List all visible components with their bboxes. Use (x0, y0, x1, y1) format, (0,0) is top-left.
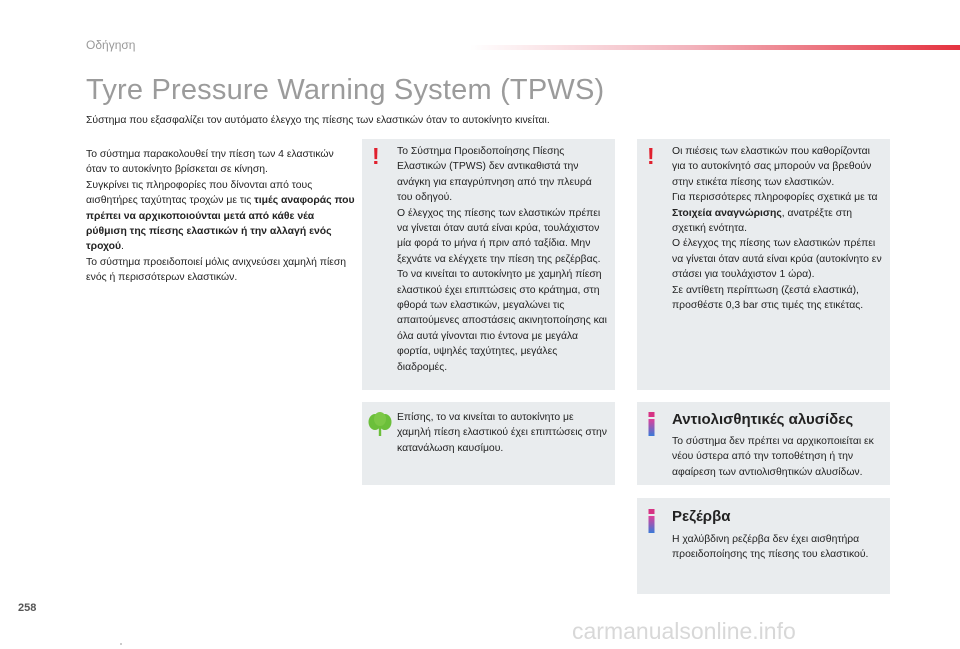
info-icon (648, 509, 656, 533)
footer-watermark: carmanualsonline.info (572, 618, 796, 644)
identification-link-text: Στοιχεία αναγνώρισης (672, 207, 782, 219)
page-title: Tyre Pressure Warning System (TPWS) (86, 74, 605, 106)
leaf-icon (367, 410, 393, 438)
info-text-spare: Η χαλύβδινη ρεζέρβα δεν έχει αισθητήρα προειδοποίησης της πίεσης του ελαστικού. (672, 534, 869, 561)
warning-paragraph-2: Ο έλεγχος της πίεσης των ελαστικών πρέπει να γίνεται όταν αυτά είναι κρύα, τουλάχιστον μία φορά το μήνα ή πριν από ταξίδια. Μην ξεχνάτε να ελέγχετε την πίεση της ρεζέρβας. (397, 207, 601, 265)
info-heading-chains: Αντιολισθητικές αλυσίδες (672, 411, 854, 428)
warning-box-tpws (362, 139, 615, 390)
footer-dot (120, 643, 122, 645)
warning-box-text (397, 144, 609, 375)
intro-p2-end: . (121, 241, 124, 253)
header-accent-bar (470, 45, 960, 50)
info-box-snow-chains (637, 402, 890, 485)
warning-box-text (672, 144, 884, 313)
warning-paragraph-1: Το Σύστημα Προειδοποίησης Πίεσης Ελαστικών (TPWS) δεν αντικαθιστά την ανάγκη για επαγρύπνηση από την πλευρά του οδηγού. (397, 146, 592, 204)
eco-note-box (362, 402, 615, 485)
pressure-p2-start: Για περισσότερες πληροφορίες σχετικά με τα (672, 192, 878, 204)
warning-paragraph-3: Το να κινείται το αυτοκίνητο με χαμηλή πίεση ελαστικού έχει επιπτώσεις στο κράτημα, στη φθορά των ελαστικών, μεγαλώνει τις απαιτούμενες αποστάσεις ακινητοποίησης και όλα αυτά γίνονται πιο έντονα με μεγάλα φορτία, υψηλές ταχύτητες, μεγάλες διαδρομές. (397, 269, 607, 373)
exclamation-icon: ! (372, 143, 380, 169)
exclamation-icon: ! (647, 143, 655, 169)
info-box-spare-wheel (637, 498, 890, 594)
intro-p2-bold: τιμές αναφοράς που πρέπει να αρχικοποιούνται μετά από κάθε νέα ρύθμιση της πίεσης ελαστικών ή την αλλαγή ενός τροχού (86, 195, 355, 253)
intro-text-column (86, 147, 356, 286)
pressure-paragraph-4: Σε αντίθετη περίπτωση (ζεστά ελαστικά), προσθέστε 0,3 bar στις τιμές της ετικέτας. (672, 284, 864, 312)
info-text-chains: Το σύστημα δεν πρέπει να αρχικοποιείται εκ νέου ύστερα από την τοποθέτηση ή την αφαίρεση των αντιολισθητικών αλυσίδων. (672, 436, 874, 478)
info-icon (648, 412, 656, 436)
pressure-paragraph-3: Ο έλεγχος της πίεσης των ελαστικών πρέπει να γίνεται όταν αυτά είναι κρύα (αυτοκίνητο εν στάσει για τουλάχιστον 1 ώρα). (672, 238, 882, 281)
pressure-p2-end: , ανατρέξτε στη σχετική ενότητα. (672, 207, 852, 235)
info-heading-spare: Ρεζέρβα (672, 508, 731, 525)
eco-note-text: Επίσης, το να κινείται το αυτοκίνητο με χαμηλή πίεση ελαστικού έχει επιπτώσεις στην κατανάλωση καυσίμου. (397, 412, 607, 454)
pressure-paragraph-2 (672, 190, 884, 236)
intro-p2-start: Συγκρίνει τις πληροφορίες που δίνονται από τους αισθητήρες ταχύτητας τροχών με τις (86, 179, 313, 207)
pressure-paragraph-1: Οι πιέσεις των ελαστικών που καθορίζονται για το αυτοκίνητό σας μπορούν να βρεθούν στην ετικέτα πίεσης των ελαστικών. (672, 146, 872, 188)
intro-paragraph-2 (86, 178, 356, 255)
page-subtitle: Σύστημα που εξασφαλίζει τον αυτόματο έλεγχο της πίεσης των ελαστικών όταν το αυτοκίνητο κινείται. (86, 115, 550, 126)
intro-paragraph-3: Το σύστημα προειδοποιεί μόλις ανιχνεύσει χαμηλή πίεση ενός ή περισσότερων ελαστικών. (86, 256, 347, 284)
page-number: 258 (18, 602, 37, 614)
warning-box-pressures (637, 139, 890, 390)
intro-paragraph-1: Το σύστημα παρακολουθεί την πίεση των 4 ελαστικών όταν το αυτοκίνητο βρίσκεται σε κίνηση. (86, 149, 334, 176)
section-label: Οδήγηση (86, 38, 136, 52)
